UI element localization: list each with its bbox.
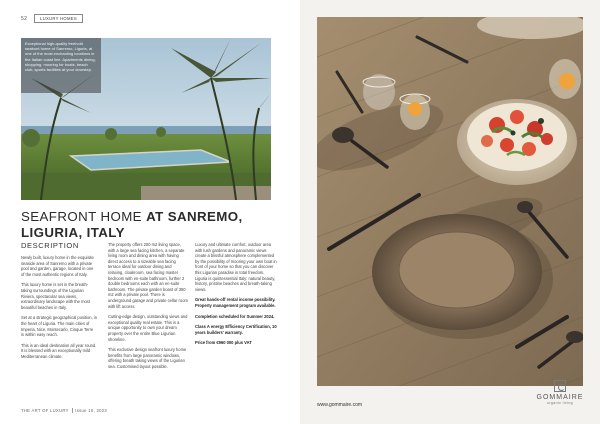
paragraph: This exclusive design seafront luxury home benefits from large panoramic windows, offering breath taking views of the Ligurian sea. Customised layout possible. <box>108 347 187 369</box>
description-heading: DESCRIPTION <box>21 241 79 250</box>
text-column-3 <box>195 242 277 351</box>
paragraph: This is an ideal destination all year round. It is blessed with an exceptionally mild Mediterranean climate. <box>21 342 97 359</box>
article-title <box>21 209 281 241</box>
paragraph: This luxury home is set in the breath-taking surroundings of the Ligurian Riviera, spectacular sea views, extraordinary landscape with the most beautiful beaches in Italy. <box>21 282 90 310</box>
price-paragraph: Price from €960 000 plus VAT <box>195 340 252 346</box>
logo-mark-icon <box>554 380 566 392</box>
website-link[interactable]: www.gommaire.com <box>317 402 363 408</box>
photo-caption: Exceptional high-quality freehold seafront home of Sanremo, Liguria, at one of the most enchanting locations in the Italian coast line. Apartments dining, shopping, mooring for boats, beach club, sports facilities at your doorstep. <box>21 38 101 93</box>
paragraph: Luxury and ultimate comfort, outdoor area with lush gardens and panoramic views create a blissful atmosphere complemented by the possibility of mooring your own boat in front of your home so that you can discover this Ligurian paradise in total freedom. Liguria is quintessential Italy: natural beauty, history, pristine beaches and breath-taking views. <box>195 242 277 292</box>
table-setting-photo <box>317 17 583 386</box>
text-column-1 <box>21 242 97 365</box>
paragraph: The property offers 200 m2 living space, with a large sea facing kitchen, a separate living room and dining area with having direct access to a sizeable sea facing terrace ideal for outdoor dining and relaxing, cloakroom, sea facing master bedroom with en-suite bathroom, further 2 double bedrooms each with an en-suite bathroom. The private garden boast of 350 m2 with a private pool. There is underground garage and private cellar room with lift access. <box>108 242 188 309</box>
paragraph: Newly built, luxury home in the exquisite seaside area of Sanremo with a private pool and garden, garage, located in one of the most authentic regions of Italy. <box>21 255 94 277</box>
table-setting-image <box>317 17 583 386</box>
highlight-paragraph: Class A energy Efficiency Certification, 10 years builders' warranty. <box>195 324 277 335</box>
logo-tagline: organic living <box>546 401 574 405</box>
footer-divider <box>72 408 73 413</box>
page-number: 52 <box>21 16 28 22</box>
paragraph: Set at a strategic geographical position, in the heart of Liguria. The main cities of Imperia, Nice, Montecarlo, Cinque Terre is within easy reach. <box>21 315 98 338</box>
text-column-2 <box>108 242 188 374</box>
seafront-photo <box>21 38 271 200</box>
title-bold-1: AT SANREMO, <box>146 209 243 224</box>
title-bold-2: LIGURIA, ITALY <box>21 225 125 240</box>
paragraph: Cutting-edge design, outstanding views and exceptional quality real estate. This is a unique opportunity to own your dream property over the entire Blue Ligurian shoreline. <box>108 314 188 342</box>
page-footer <box>21 408 107 413</box>
gommaire-logo <box>535 380 585 405</box>
right-page <box>300 0 600 424</box>
highlight-paragraph: Completion scheduled for Summer 2024. <box>195 313 275 319</box>
section-tag: LUXURY HOMES <box>34 14 83 23</box>
highlight-paragraph: Great hands-off rental income possibility. Property management program available. <box>195 297 276 308</box>
issue-label: Issue 10, 2023 <box>75 408 107 413</box>
magazine-name: THE ART OF LUXURY <box>21 408 69 413</box>
logo-name: GOMMAIRE <box>536 394 584 401</box>
title-light: SEAFRONT HOME <box>21 209 142 224</box>
